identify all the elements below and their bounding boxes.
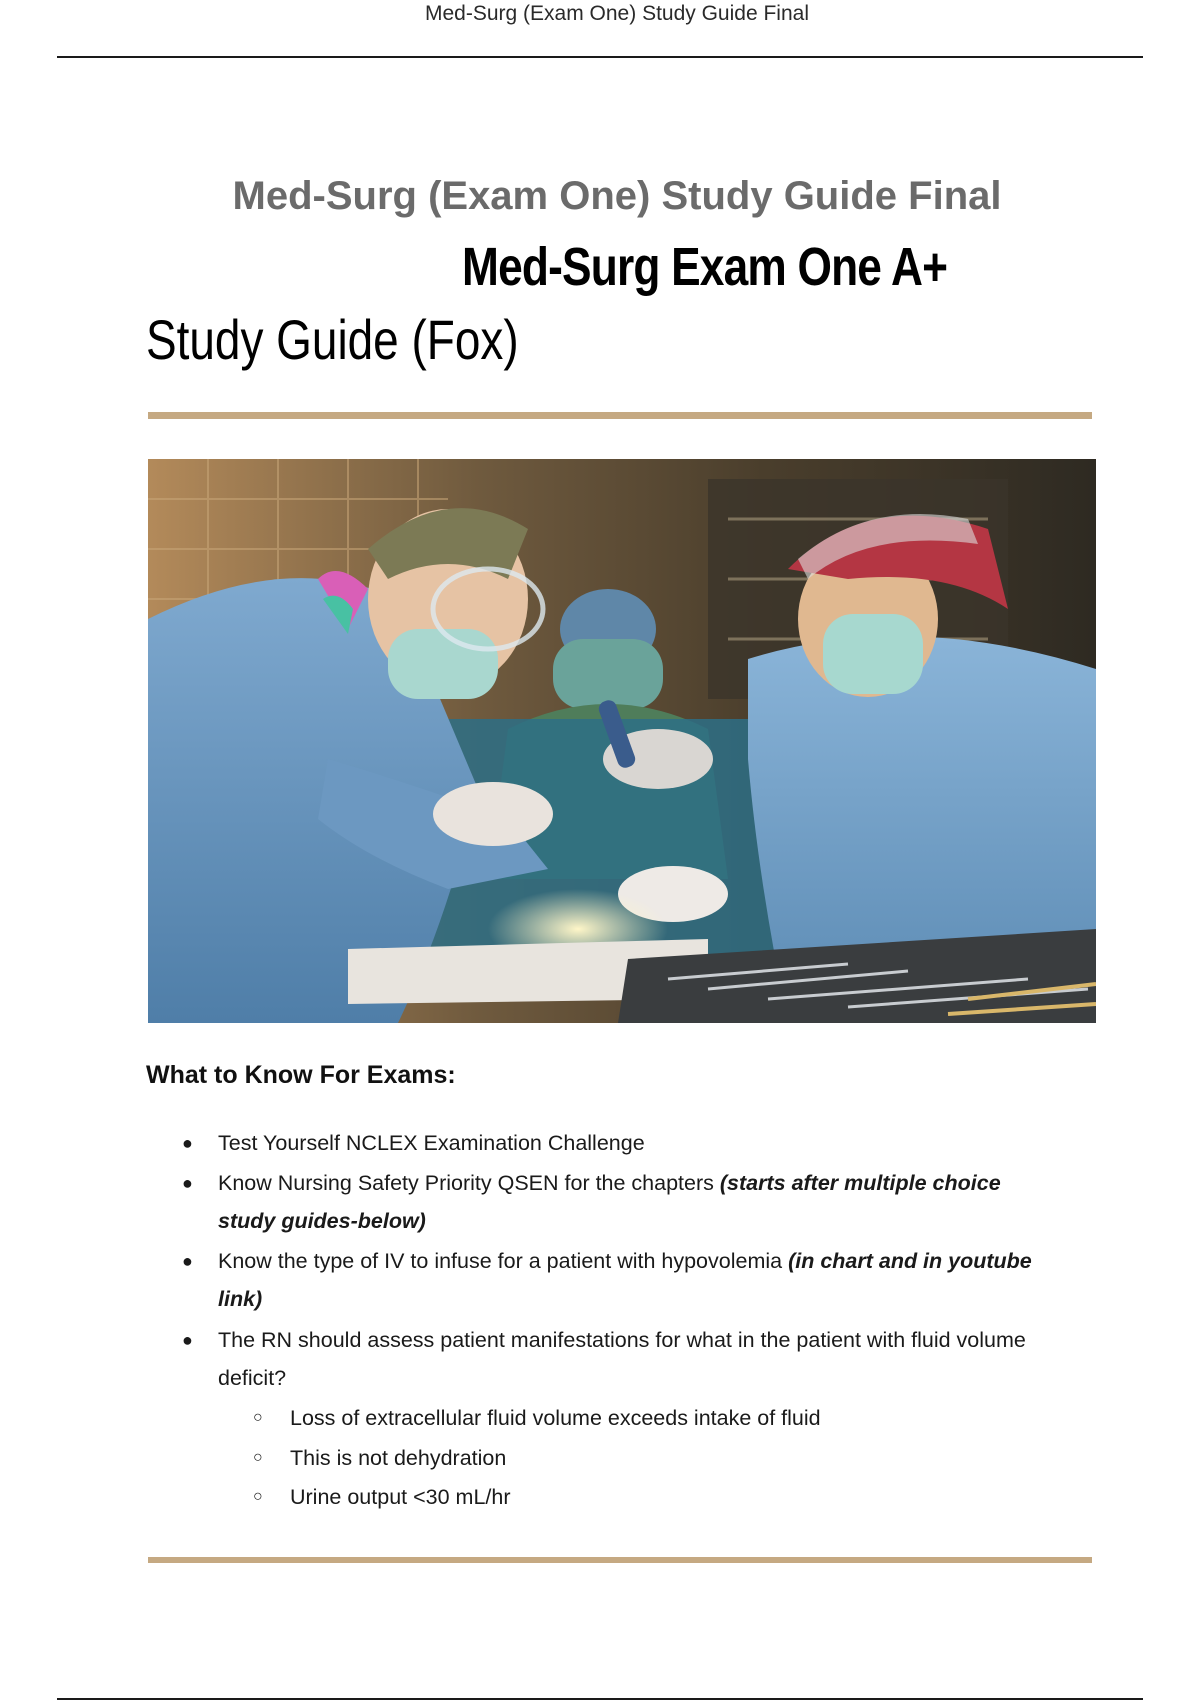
bullet-dot-icon: ● xyxy=(182,1173,193,1193)
list-item xyxy=(182,1124,1058,1162)
list-item xyxy=(182,1164,1058,1240)
main-title-line1: Med-Surg Exam One A+ xyxy=(462,237,948,297)
surgery-photo xyxy=(148,459,1096,1023)
sub-list-item xyxy=(253,1478,1050,1516)
list-item-emphasis: (in chart and in youtube link) xyxy=(218,1249,1032,1311)
list-item xyxy=(182,1242,1058,1318)
list-item xyxy=(182,1321,1058,1397)
sub-list-item-text: This is not dehydration xyxy=(290,1446,507,1470)
sub-list-item-text: Urine output <30 mL/hr xyxy=(290,1485,511,1509)
bullet-circle-icon: ○ xyxy=(253,1409,263,1426)
bullet-dot-icon: ● xyxy=(182,1330,193,1350)
bullet-dot-icon: ● xyxy=(182,1251,193,1271)
sub-list-item xyxy=(253,1399,1050,1437)
surgery-photo-illustration xyxy=(148,459,1096,1023)
list-item-text: Know the type of IV to infuse for a patient with hypovolemia xyxy=(218,1249,789,1273)
document-title: Med-Surg (Exam One) Study Guide Final xyxy=(232,174,1002,218)
accent-divider-top xyxy=(148,412,1092,419)
list-item-text: Know Nursing Safety Priority QSEN for the chapters xyxy=(218,1171,720,1195)
main-title-line2: Study Guide (Fox) xyxy=(146,308,519,371)
list-item-text: Test Yourself NCLEX Examination Challenge xyxy=(218,1131,645,1155)
accent-divider-bottom xyxy=(148,1557,1092,1563)
sub-list-item xyxy=(253,1439,1050,1477)
section-heading: What to Know For Exams: xyxy=(146,1061,456,1089)
bullet-circle-icon: ○ xyxy=(253,1449,263,1466)
sub-list-item-text: Loss of extracellular fluid volume exceeds intake of fluid xyxy=(290,1406,821,1430)
list-item-text: The RN should assess patient manifestations for what in the patient with fluid volume deficit? xyxy=(218,1328,1026,1390)
bullet-dot-icon: ● xyxy=(182,1133,193,1153)
bullet-circle-icon: ○ xyxy=(253,1488,263,1505)
running-header: Med-Surg (Exam One) Study Guide Final xyxy=(425,2,809,25)
header-divider xyxy=(57,56,1143,58)
list-item-emphasis: (starts after multiple choice study guides-below) xyxy=(218,1171,1001,1233)
